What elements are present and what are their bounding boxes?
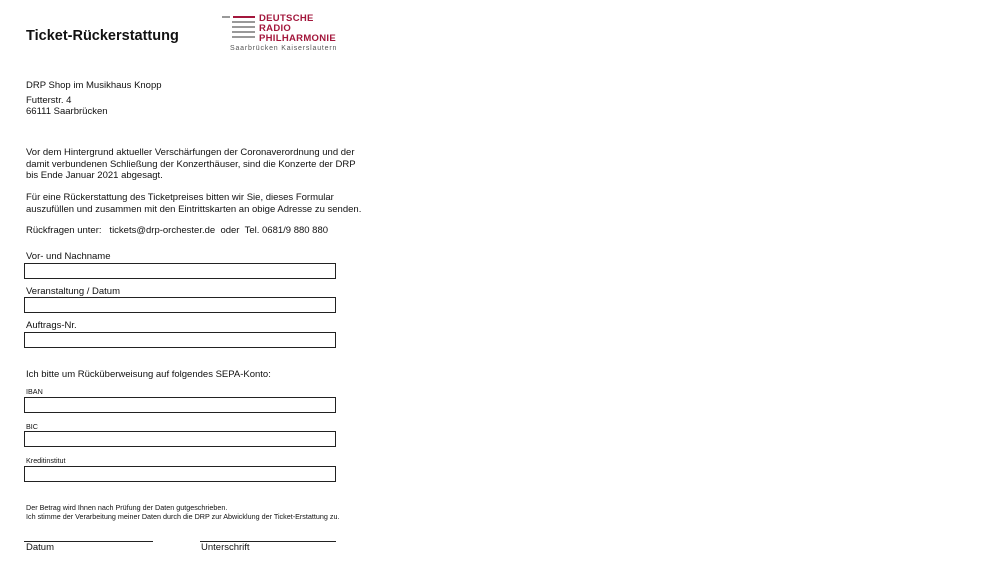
date-label: Datum [26, 542, 54, 553]
order-label: Auftrags-Nr. [26, 320, 77, 331]
logo-text: RADIO [259, 23, 292, 34]
contact-text: Rückfragen unter: tickets@drp-orchester.de oder Tel. 0681/9 880 880 [26, 225, 329, 236]
request-text: Für eine Rückerstattung des Ticketpreises bitten wir Sie, dieses Formular auszufüllen und zusammen mit den Eintrittskarten an obige Adresse zu senden. [26, 192, 362, 215]
bic-input[interactable] [24, 431, 336, 447]
address-city: 66111 Saarbrücken [26, 106, 108, 117]
address-street: Futterstr. 4 [26, 95, 72, 106]
name-label: Vor- und Nachname [26, 251, 111, 262]
iban-label: IBAN [26, 387, 43, 396]
intro-text: Vor dem Hintergrund aktueller Verschärfungen der Coronaverordnung und der damit verbundenen Schließung der Konzerthäuser, sind die Konzerte der DRP bis Ende Januar 2021 abgesagt. [26, 147, 356, 181]
bank-input[interactable] [24, 466, 336, 482]
sepa-intro: Ich bitte um Rücküberweisung auf folgendes SEPA-Konto: [26, 369, 271, 380]
footer-text: Der Betrag wird Ihnen nach Prüfung der Daten gutgeschrieben. Ich stimme der Verarbeitung meiner Daten durch die DRP zur Abwicklung der Ticket-Erstattung zu. [26, 503, 340, 521]
event-label: Veranstaltung / Datum [26, 286, 120, 297]
address-name: DRP Shop im Musikhaus Knopp [26, 80, 162, 91]
bic-label: BIC [26, 422, 38, 431]
iban-input[interactable] [24, 397, 336, 413]
event-input[interactable] [24, 297, 336, 313]
logo-text: DEUTSCHE [259, 13, 314, 24]
signature-label: Unterschrift [201, 542, 250, 553]
page-title: Ticket-Rückerstattung [26, 28, 179, 44]
logo-subtitle: Saarbrücken Kaiserslautern [230, 45, 338, 52]
bank-label: Kreditinstitut [26, 456, 66, 465]
order-input[interactable] [24, 332, 336, 348]
logo-text: PHILHARMONIE [259, 33, 336, 44]
name-input[interactable] [24, 263, 336, 279]
